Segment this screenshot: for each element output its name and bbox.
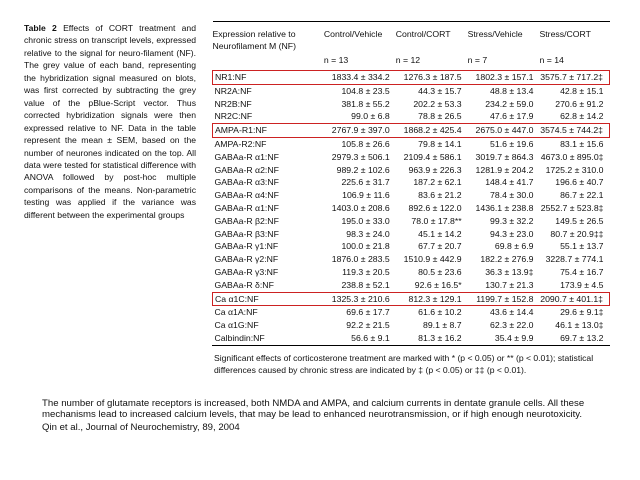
value-cell: 238.8 ± 52.1 <box>341 279 390 290</box>
value-cell: 78.0 ± 17.8** <box>411 215 462 226</box>
value-cell: 2552.7 ± 523.8‡ <box>540 202 604 213</box>
value-cell: 29.6 ± 9.1‡ <box>560 307 604 318</box>
value-cell: 51.6 ± 19.6 <box>490 138 534 149</box>
header-cell: Stress/Vehicle <box>467 29 523 39</box>
value-cell: 83.1 ± 15.6 <box>560 138 604 149</box>
value-cell: 92.6 ± 16.5* <box>414 279 462 290</box>
value-cell: 45.1 ± 14.2 <box>418 228 462 239</box>
header-cell: Expression relative to Neurofilament M (NF) <box>212 29 297 51</box>
caption-label: Table 2 <box>24 23 57 33</box>
value-cell: 3575.7 ± 717.2‡ <box>539 71 609 85</box>
n-cell: n = 13 <box>323 55 349 65</box>
value-cell: 75.4 ± 16.7 <box>560 266 604 277</box>
value-cell: 69.8 ± 6.9 <box>494 241 534 252</box>
value-cell: 270.6 ± 91.2 <box>555 98 604 109</box>
value-cell: 94.3 ± 23.0 <box>490 228 534 239</box>
n-cell <box>213 52 324 71</box>
table-row <box>213 202 610 215</box>
value-cell: 55.1 ± 13.7 <box>560 241 604 252</box>
value-cell: 67.7 ± 20.7 <box>418 241 462 252</box>
table-row <box>213 151 610 164</box>
value-cell: 1436.1 ± 238.8 <box>475 202 534 213</box>
row-label: NR2A:NF <box>214 85 252 96</box>
slide-notes <box>42 398 612 433</box>
value-cell: 130.7 ± 21.3 <box>485 279 534 290</box>
value-cell: 2979.3 ± 506.1 <box>331 151 390 162</box>
table-row <box>213 189 610 202</box>
header-cell: Stress/CORT <box>539 29 591 39</box>
row-label: Ca α1A:NF <box>214 307 258 318</box>
table-row <box>213 266 610 279</box>
value-cell: 1325.3 ± 210.6 <box>324 292 396 306</box>
value-cell: 36.3 ± 13.9‡ <box>485 266 534 277</box>
value-cell: 2109.4 ± 586.1 <box>403 151 462 162</box>
value-cell: 989.2 ± 102.6 <box>336 164 390 175</box>
table-n-row <box>213 52 610 71</box>
summary-text: The number of glutamate receptors is increased, both NMDA and AMPA, and calcium currents in dentate granule cells. All these mechanisms lead to increased calcium levels, that may be lead to enhanced neurotransmission, or if high enough neurotoxicity. <box>42 398 585 421</box>
value-cell: 92.2 ± 21.5 <box>346 320 390 331</box>
row-label: GABAa-R α1:NF <box>214 202 279 213</box>
value-cell: 106.9 ± 11.6 <box>342 190 390 201</box>
data-table <box>212 21 610 345</box>
value-cell: 892.6 ± 122.0 <box>408 202 462 213</box>
row-label: Ca α1G:NF <box>214 320 259 331</box>
value-cell: 1833.4 ± 334.2 <box>324 71 396 85</box>
value-cell: 4673.0 ± 895.0‡ <box>540 151 604 162</box>
table-row <box>213 164 610 177</box>
value-cell: 1281.9 ± 204.2 <box>475 164 534 175</box>
value-cell: 43.6 ± 14.4 <box>490 307 534 318</box>
value-cell: 148.4 ± 41.7 <box>485 177 534 188</box>
value-cell: 61.6 ± 10.2 <box>418 307 462 318</box>
value-cell: 100.0 ± 21.8 <box>341 241 390 252</box>
value-cell: 196.6 ± 40.7 <box>555 177 604 188</box>
value-cell: 187.2 ± 62.1 <box>413 177 462 188</box>
row-label: GABAa-R α3:NF <box>214 177 279 188</box>
value-cell: 1868.2 ± 425.4 <box>396 124 468 138</box>
value-cell: 1510.9 ± 442.9 <box>403 254 462 265</box>
value-cell: 3228.7 ± 774.1 <box>545 254 604 265</box>
table-row <box>213 279 610 292</box>
value-cell: 812.3 ± 129.1 <box>396 292 468 306</box>
citation: Qin et al., Journal of Neurochemistry, 89, 2004 <box>42 421 240 433</box>
caption-text: Effects of CORT treatment and chronic stress on transcript levels, expressed relative to the signal for neuro-filament (NF). The grey value of each band, representing the hybridization signal measured on blots, was first corrected by subtracting the grey value of the pBlue-Script vector. Thus corrected hybridization signals were then expressed relative to NF. Data in the table represent the mean ± SEM, based on the number of neurones indicated on the top. All data were tested for statistical difference with ANOVA followed by post-hoc multiple comparisons of the means. Non-parametric testing was applied if the variance was different between the experimental groups <box>24 23 196 220</box>
value-cell: 69.6 ± 17.7 <box>346 307 390 318</box>
table-row <box>213 110 610 123</box>
value-cell: 225.6 ± 31.7 <box>341 177 390 188</box>
value-cell: 119.3 ± 20.5 <box>342 266 390 277</box>
table-body <box>213 71 610 345</box>
value-cell: 62.8 ± 14.2 <box>560 111 604 122</box>
header-cell: Control/Vehicle <box>323 29 383 39</box>
table-row <box>213 292 610 306</box>
row-label: GABAa-R δ:NF <box>214 279 274 290</box>
n-cell: n = 12 <box>395 55 421 65</box>
value-cell: 195.0 ± 33.0 <box>341 215 390 226</box>
n-cell: n = 7 <box>467 55 488 65</box>
row-label: GABAa-R γ1:NF <box>214 241 279 252</box>
value-cell: 80.5 ± 23.6 <box>418 266 462 277</box>
table-row <box>213 332 610 345</box>
value-cell: 105.8 ± 26.6 <box>341 138 390 149</box>
value-cell: 104.8 ± 23.5 <box>341 85 390 96</box>
value-cell: 99.0 ± 6.8 <box>351 111 390 122</box>
table-row <box>213 215 610 228</box>
table-bottom-rule <box>212 345 610 346</box>
row-label: GABAa-R β3:NF <box>214 228 279 239</box>
row-label: Calbindin:NF <box>214 332 265 343</box>
row-label: GABAa-R α2:NF <box>214 164 279 175</box>
table-row <box>213 137 610 150</box>
value-cell: 44.3 ± 15.7 <box>418 85 462 96</box>
value-cell: 2090.7 ± 401.1‡ <box>539 292 609 306</box>
value-cell: 56.6 ± 9.1 <box>351 332 390 343</box>
value-cell: 99.3 ± 32.2 <box>490 215 534 226</box>
value-cell: 78.8 ± 26.5 <box>418 111 462 122</box>
value-cell: 47.6 ± 17.9 <box>490 111 534 122</box>
value-cell: 78.4 ± 30.0 <box>490 190 534 201</box>
row-label: GABAa-R β2:NF <box>214 215 279 226</box>
value-cell: 48.8 ± 13.4 <box>490 85 534 96</box>
value-cell: 42.8 ± 15.1 <box>560 85 604 96</box>
value-cell: 1876.0 ± 283.5 <box>331 254 390 265</box>
row-label: AMPA-R2:NF <box>214 138 267 149</box>
table-row <box>213 176 610 189</box>
table-row <box>213 84 610 97</box>
value-cell: 80.7 ± 20.9‡‡ <box>550 228 604 239</box>
value-cell: 2675.0 ± 447.0 <box>468 124 540 138</box>
value-cell: 2767.9 ± 397.0 <box>324 124 396 138</box>
n-cell: n = 14 <box>539 55 564 65</box>
value-cell: 234.2 ± 59.0 <box>485 98 534 109</box>
value-cell: 1725.2 ± 310.0 <box>545 164 604 175</box>
row-label: GABAa-R γ2:NF <box>214 254 279 265</box>
table-row <box>213 306 610 319</box>
table-footnote: Significant effects of corticosterone treatment are marked with * (p < 0.05) or ** (p < 0.01); statistical differences caused by chronic stress are indicated by ‡ (p < 0.05) or ‡‡ (p < 0.01). <box>214 352 594 376</box>
value-cell: 1403.0 ± 208.6 <box>331 202 390 213</box>
value-cell: 89.1 ± 8.7 <box>423 320 462 331</box>
value-cell: 81.3 ± 16.2 <box>418 332 462 343</box>
value-cell: 182.2 ± 276.9 <box>480 254 534 265</box>
value-cell: 86.7 ± 22.1 <box>560 190 604 201</box>
value-cell: 3574.5 ± 744.2‡ <box>539 124 609 138</box>
row-label: AMPA-R1:NF <box>213 124 324 138</box>
value-cell: 83.6 ± 21.2 <box>418 190 462 201</box>
row-label: GABAa-R α1:NF <box>214 151 279 162</box>
value-cell: 963.9 ± 226.3 <box>408 164 462 175</box>
table-row <box>213 240 610 253</box>
value-cell: 381.8 ± 55.2 <box>341 98 390 109</box>
header-cell: Control/CORT <box>395 29 451 39</box>
table-header-row <box>213 22 610 53</box>
value-cell: 1276.3 ± 187.5 <box>396 71 468 85</box>
value-cell: 46.1 ± 13.0‡ <box>555 320 604 331</box>
table-row <box>213 98 610 111</box>
table-row <box>213 319 610 332</box>
value-cell: 62.3 ± 22.0 <box>490 320 534 331</box>
table-caption <box>24 22 196 221</box>
row-label: GABAa-R γ3:NF <box>214 266 279 277</box>
value-cell: 173.9 ± 4.5 <box>560 279 604 290</box>
value-cell: 69.7 ± 13.2 <box>560 332 604 343</box>
data-table-container <box>212 21 610 376</box>
value-cell: 98.3 ± 24.0 <box>346 228 390 239</box>
row-label: Ca α1C:NF <box>213 292 324 306</box>
row-label: GABAa-R α4:NF <box>214 190 279 201</box>
value-cell: 149.5 ± 26.5 <box>555 215 604 226</box>
row-label: NR1:NF <box>213 71 324 85</box>
table-row <box>213 253 610 266</box>
value-cell: 1802.3 ± 157.1 <box>468 71 540 85</box>
value-cell: 1199.7 ± 152.8 <box>468 292 540 306</box>
row-label: NR2B:NF <box>214 98 252 109</box>
value-cell: 79.8 ± 14.1 <box>418 138 462 149</box>
value-cell: 35.4 ± 9.9 <box>494 332 534 343</box>
table-row <box>213 228 610 241</box>
value-cell: 3019.7 ± 864.3 <box>475 151 534 162</box>
table-row <box>213 124 610 138</box>
row-label: NR2C:NF <box>214 111 253 122</box>
table-row <box>213 71 610 85</box>
value-cell: 202.2 ± 53.3 <box>413 98 462 109</box>
